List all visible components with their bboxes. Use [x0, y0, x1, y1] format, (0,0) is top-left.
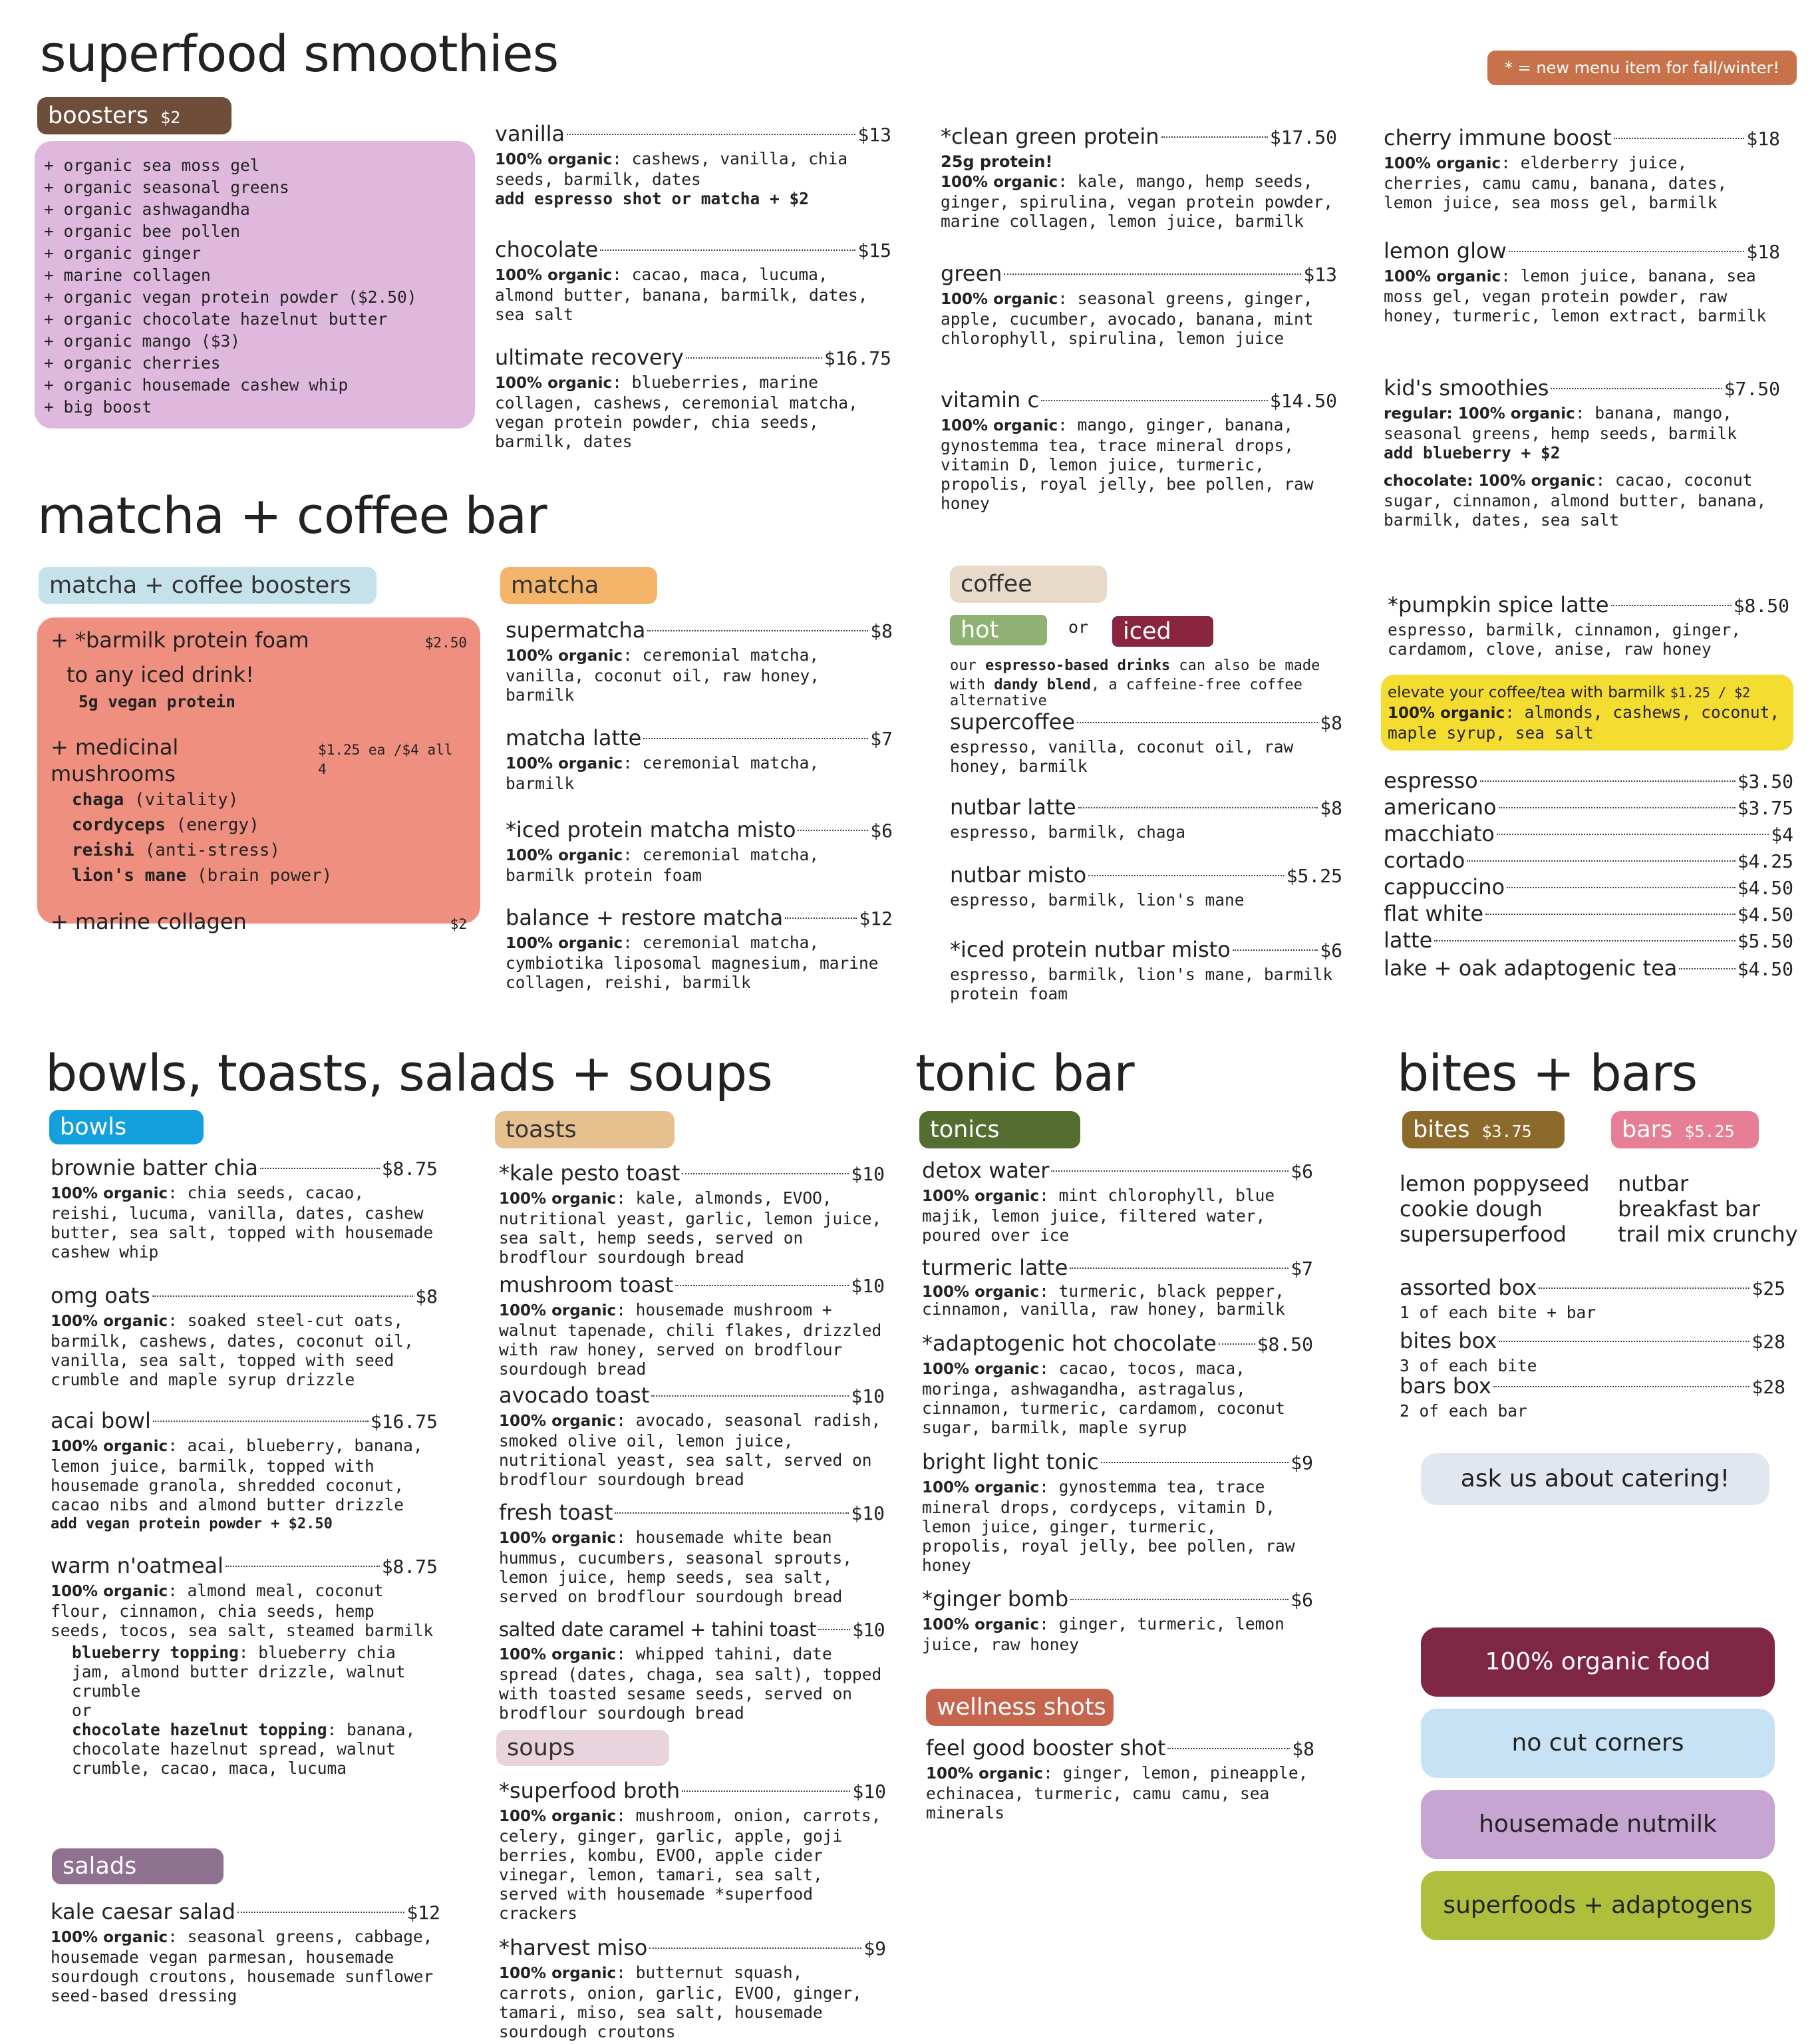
item-name: *kale pesto toast — [499, 1160, 681, 1186]
espresso-row: espresso $3.50 — [1384, 768, 1793, 793]
organic-label: 100% organic — [506, 847, 623, 864]
booster-item: + organic housemade cashew whip — [44, 375, 349, 395]
menu-item-green — [941, 259, 1337, 348]
boosters-label: boosters — [48, 102, 149, 129]
organic-label: 100% organic — [51, 1583, 168, 1600]
organic-label: 100% organic — [1388, 705, 1505, 722]
barmilk-price: $1.25 / $2 — [1670, 685, 1751, 701]
menu-item-supermatcha — [506, 616, 893, 705]
tonics-pill: tonics — [919, 1111, 1080, 1148]
wellness-shots-pill: wellness shots — [926, 1689, 1114, 1726]
item-price: $8 — [415, 1285, 438, 1307]
barmilk-title: elevate your coffee/tea with barmilk — [1388, 684, 1666, 701]
item-price: $13 — [1303, 263, 1337, 285]
booster-item: + organic ashwagandha — [44, 200, 250, 219]
booster-item: + organic sea moss gel — [44, 156, 260, 175]
organic-label: 100% organic — [922, 1479, 1040, 1496]
smoothies-title: superfood smoothies — [40, 24, 559, 83]
item-desc: : butternut squash, carrots, onion, garlic, EVOO, ginger, tamari, miso, sea salt, housemade sourdough croutons — [499, 1963, 862, 2041]
coffee-boosters-pill: matcha + coffee boosters — [39, 567, 377, 604]
item-name: vanilla — [495, 121, 565, 146]
item-desc: espresso, barmilk, cinnamon, ginger, cardamom, clove, anise, raw honey — [1388, 620, 1742, 659]
booster-item: + organic chocolate hazelnut butter — [44, 309, 388, 329]
dandy-blend-note: our espresso-based drinks can also be made with dandy blend, a caffeine-free coffee alternative — [950, 657, 1320, 709]
bars-pill — [1611, 1111, 1759, 1148]
item-desc: : cacao, coconut sugar, cinnamon, almond butter, banana, barmilk, dates, sea salt — [1384, 470, 1767, 530]
menu-item-fresh-toast — [499, 1498, 885, 1606]
item-name: matcha latte — [506, 725, 642, 751]
regular-label: regular: 100% organic — [1384, 405, 1575, 423]
topping-desc: : blueberry chia jam, almond butter drizzle, walnut crumble — [72, 1643, 406, 1701]
barmilk-box — [1381, 675, 1793, 751]
menu-item-warm-noatmeal — [51, 1552, 438, 1778]
item-name: detox water — [922, 1158, 1050, 1183]
item-desc: : seasonal greens, ginger, apple, cucumber, avocado, banana, mint chlorophyll, spirulina, lemon juice — [941, 289, 1314, 348]
espresso-row: latte $5.50 — [1384, 928, 1793, 953]
item-desc: espresso, barmilk, lion's mane — [950, 890, 1245, 910]
item-name: *clean green protein — [941, 124, 1159, 149]
item-name: *superfood broth — [499, 1778, 681, 1803]
item-name: warm n'oatmeal — [51, 1553, 224, 1578]
item-desc: : banana, mango, seasonal greens, hemp seeds, barmilk — [1384, 403, 1738, 443]
collagen-booster: + marine collagen — [51, 909, 247, 934]
organic-label: 100% organic — [922, 1188, 1040, 1205]
menu-item-brownie-batter-chia — [51, 1154, 438, 1262]
item-name: supermatcha — [506, 617, 646, 643]
item-name: balance + restore matcha — [506, 905, 784, 930]
item-price: $10 — [851, 1275, 885, 1297]
menu-item-salted-date-caramel-toast — [499, 1616, 885, 1723]
item-desc: : gynostemma tea, trace mineral drops, cordyceps, vitamin D, lemon juice, ginger, turmeric, propolis, royal jelly, bee pollen, raw honey — [922, 1477, 1295, 1575]
item-price: $8 — [1320, 797, 1342, 819]
catering-button[interactable]: ask us about catering! — [1421, 1453, 1769, 1505]
soups-pill: soups — [496, 1730, 669, 1766]
item-price: $9 — [863, 1938, 886, 1959]
booster-item: + organic cherries — [44, 353, 221, 373]
menu-item-superfood-broth — [499, 1777, 886, 1923]
boosters-box — [35, 141, 475, 428]
menu-item-balance-restore-matcha — [506, 904, 893, 992]
mushroom-item: reishi (anti-stress) — [72, 840, 281, 860]
item-price: $8 — [1320, 712, 1342, 734]
booster-item: + big boost — [44, 397, 152, 417]
value-badge-superfoods: superfoods + adaptogens — [1421, 1871, 1775, 1940]
menu-item-assorted-box — [1400, 1274, 1785, 1322]
item-price: $6 — [1320, 939, 1342, 961]
item-desc: : mango, ginger, banana, gynostemma tea, trace mineral drops, vitamin D, lemon juice, turmeric, propolis, royal jelly, bee pollen, raw honey — [941, 415, 1314, 513]
item-price: $16.75 — [824, 347, 891, 369]
item-name: kid's smoothies — [1384, 375, 1549, 401]
espresso-row: lake + oak adaptogenic tea $4.50 — [1384, 955, 1793, 981]
item-desc: : elderberry juice, cherries, camu camu, banana, dates, lemon juice, sea moss gel, barmilk — [1384, 153, 1728, 212]
bites-price: $3.75 — [1481, 1122, 1532, 1141]
item-price: $10 — [851, 1163, 885, 1185]
item-name: kale caesar salad — [51, 1899, 235, 1924]
menu-item-vitamin-c — [941, 386, 1337, 513]
organic-label: 100% organic — [51, 1313, 168, 1330]
item-price: $10 — [852, 1619, 885, 1641]
item-price: $8.50 — [1733, 595, 1789, 617]
topping-desc: : banana, chocolate hazelnut spread, walnut crumble, cacao, maca, lucuma — [72, 1720, 416, 1778]
menu-item-ginger-bomb — [922, 1585, 1313, 1654]
item-desc: : chia seeds, cacao, reishi, lucuma, vanilla, dates, cashew butter, sea salt, topped with housemade cashew whip — [51, 1183, 434, 1262]
menu-item-iced-protein-matcha-misto — [506, 816, 893, 885]
organic-label: 100% organic — [941, 174, 1058, 191]
item-desc: : seasonal greens, cabbage, housemade vegan parmesan, housemade sourdough croutons, housemade sunflower seed-based dressing — [51, 1927, 434, 2005]
toasts-pill: toasts — [495, 1111, 675, 1148]
organic-label: 100% organic — [1384, 155, 1501, 172]
item-desc: : whipped tahini, date spread (dates, chaga, sea salt), topped with toasted sesame seeds, served on brodflour sourdough bread — [499, 1644, 882, 1723]
espresso-list — [1384, 768, 1793, 983]
booster-item: + organic vegan protein powder ($2.50) — [44, 287, 417, 307]
organic-label: 100% organic — [499, 1646, 617, 1663]
organic-label: 100% organic — [499, 1965, 617, 1982]
item-price: $28 — [1751, 1331, 1785, 1353]
coffee-pill: coffee — [950, 566, 1107, 603]
organic-label: 100% organic — [51, 1185, 168, 1202]
topping-name: blueberry topping — [72, 1643, 239, 1662]
booster-item: + organic mango ($3) — [44, 331, 241, 351]
item-price: $6 — [1290, 1589, 1313, 1611]
item-desc: 3 of each bite — [1400, 1356, 1537, 1375]
menu-item-bites-box — [1400, 1327, 1785, 1375]
foam-price: $2.50 — [424, 635, 467, 651]
barmilk-desc: : almonds, cashews, coconut, maple syrup, sea salt — [1388, 703, 1780, 743]
item-price: $8 — [870, 620, 893, 642]
item-desc: : lemon juice, banana, sea moss gel, vegan protein powder, raw honey, turmeric, lemon extract, barmilk — [1384, 266, 1767, 325]
item-price: $13 — [857, 124, 891, 146]
item-price: $7 — [1290, 1258, 1313, 1279]
mushroom-item: lion's mane (brain power) — [72, 866, 333, 886]
item-desc: : avocado, seasonal radish, smoked olive oil, lemon juice, nutritional yeast, sea salt, served on brodflour sourdough bread — [499, 1411, 881, 1489]
boosters-price: $2 — [160, 108, 181, 127]
menu-item-chocolate — [495, 236, 891, 324]
item-price: $5.25 — [1286, 865, 1342, 887]
item-price: $12 — [859, 908, 893, 930]
item-desc: : ceremonial matcha, vanilla, coconut oil, raw honey, barmilk — [506, 645, 820, 705]
item-name: salted date caramel + tahini toast — [499, 1618, 816, 1641]
item-price: $8.75 — [381, 1158, 438, 1180]
bars-list — [1618, 1171, 1798, 1247]
menu-item-bars-box — [1400, 1372, 1785, 1421]
menu-item-kale-pesto-toast — [499, 1159, 885, 1267]
item-name: *iced protein matcha misto — [506, 817, 796, 842]
item-name: mushroom toast — [499, 1272, 674, 1297]
menu-item-acai-bowl — [51, 1407, 438, 1534]
item-name: green — [941, 261, 1002, 286]
item-price: $28 — [1751, 1376, 1785, 1398]
item-name: brownie batter chia — [51, 1155, 258, 1180]
foam-protein: 5g vegan protein — [78, 692, 236, 711]
organic-label: 100% organic — [506, 935, 623, 952]
item-name: turmeric latte — [922, 1255, 1068, 1280]
item-price: $18 — [1746, 128, 1780, 150]
item-name: cherry immune boost — [1384, 125, 1612, 150]
booster-item: + organic bee pollen — [44, 222, 241, 241]
item-price: $9 — [1290, 1452, 1313, 1474]
organic-label: 100% organic — [941, 417, 1058, 434]
chocolate-label: chocolate: 100% organic — [1384, 472, 1596, 490]
item-desc: : cashews, vanilla, chia seeds, barmilk, dates — [495, 149, 848, 189]
item-price: $7 — [870, 728, 893, 750]
espresso-row: cortado $4.25 — [1384, 848, 1793, 873]
organic-label: 100% organic — [495, 267, 613, 284]
booster-item: + marine collagen — [44, 265, 211, 285]
item-desc: espresso, barmilk, lion's mane, barmilk protein foam — [950, 965, 1333, 1003]
menu-item-mushroom-toast — [499, 1271, 885, 1379]
organic-label: 100% organic — [499, 1808, 617, 1825]
bowls-pill: bowls — [49, 1110, 204, 1144]
menu-item-lemon-glow — [1384, 237, 1780, 325]
item-price: $17.50 — [1269, 126, 1337, 148]
item-price: $6 — [1290, 1160, 1313, 1182]
item-name: *harvest miso — [499, 1935, 648, 1960]
salads-pill: salads — [52, 1848, 224, 1884]
organic-label: 100% organic — [499, 1302, 617, 1319]
item-desc: : ceremonial matcha, cymbiotika liposomal magnesium, marine collagen, reishi, barmilk — [506, 933, 879, 992]
item-name: omg oats — [51, 1283, 150, 1308]
menu-item-kids-smoothies — [1384, 374, 1780, 530]
item-name: *iced protein nutbar misto — [950, 937, 1231, 962]
organic-label: 100% organic — [941, 291, 1058, 308]
item-desc: : ginger, turmeric, lemon juice, raw honey — [922, 1614, 1285, 1654]
item-addon: add vegan protein powder + $2.50 — [51, 1516, 333, 1532]
bowls-section-title: bowls, toasts, salads + soups — [45, 1043, 772, 1103]
item-name: ultimate recovery — [495, 345, 684, 370]
bars-price: $5.25 — [1684, 1122, 1735, 1141]
bars-label: bars — [1622, 1116, 1673, 1143]
item-desc: espresso, barmilk, chaga — [950, 822, 1186, 842]
menu-item-turmeric-latte — [922, 1254, 1313, 1318]
item-name: acai bowl — [51, 1408, 151, 1433]
item-price: $10 — [852, 1781, 886, 1802]
item-desc: : mint chlorophyll, blue majik, lemon juice, filtered water, poured over ice — [922, 1186, 1275, 1245]
menu-item-ultimate-recovery — [495, 343, 891, 451]
item-price: $25 — [1751, 1278, 1785, 1299]
item-addon: add blueberry + $2 — [1384, 443, 1561, 462]
organic-label: 100% organic — [499, 1530, 617, 1547]
menu-item-avocado-toast — [499, 1381, 885, 1489]
mushroom-booster: + medicinal mushrooms — [51, 735, 179, 786]
value-badge-nutmilk: housemade nutmilk — [1421, 1790, 1775, 1859]
bar-item: nutbar — [1618, 1171, 1689, 1196]
item-price: $14.50 — [1269, 390, 1337, 412]
organic-label: 100% organic — [51, 1438, 168, 1455]
organic-label: 100% organic — [922, 1616, 1040, 1633]
topping-name: chocolate hazelnut topping — [72, 1720, 327, 1739]
bites-list — [1400, 1171, 1590, 1247]
item-desc: : cacao, maca, lucuma, almond butter, banana, barmilk, dates, sea salt — [495, 265, 868, 324]
item-desc: espresso, vanilla, coconut oil, raw honey, barmilk — [950, 737, 1294, 776]
item-desc: : turmeric, black pepper, cinnamon, vanilla, raw honey, barmilk — [922, 1281, 1285, 1319]
item-price: $16.75 — [370, 1411, 438, 1433]
item-name: lemon glow — [1384, 238, 1507, 263]
item-name: supercoffee — [950, 709, 1075, 735]
iced-pill: iced — [1112, 616, 1213, 647]
item-price: $8 — [1292, 1738, 1314, 1760]
organic-label: 100% organic — [922, 1361, 1040, 1378]
new-item-note: * = new menu item for fall/winter! — [1487, 51, 1797, 85]
item-desc: : housemade mushroom + walnut tapenade, chili flakes, drizzled with raw honey, served on brodflour sourdough bread — [499, 1300, 882, 1379]
menu-item-pumpkin-spice-latte — [1388, 591, 1789, 659]
menu-item-omg-oats — [51, 1281, 438, 1389]
item-desc: : almond meal, coconut flour, cinnamon, chia seeds, hemp seeds, tocos, sea salt, steamed barmilk — [51, 1581, 434, 1640]
coffee-boosters-box — [37, 617, 480, 934]
item-name: chocolate — [495, 237, 599, 262]
foam-line2: to any iced drink! — [67, 662, 254, 687]
item-desc: : kale, almonds, EVOO, nutritional yeast, garlic, lemon juice, sea salt, hemp seeds, served on brodflour sourdough bread — [499, 1188, 882, 1267]
organic-label: 100% organic — [506, 647, 623, 665]
menu-item-kale-caesar-salad — [51, 1898, 440, 2005]
espresso-row: flat white $4.50 — [1384, 901, 1793, 926]
organic-label: 100% organic — [506, 755, 623, 772]
menu-item-matcha-latte — [506, 724, 893, 793]
item-price: $8.75 — [381, 1556, 438, 1578]
item-name: feel good booster shot — [926, 1735, 1166, 1761]
booster-item: + organic seasonal greens — [44, 178, 289, 197]
tonic-bar-title: tonic bar — [915, 1043, 1134, 1103]
menu-item-nutbar-misto — [950, 861, 1342, 910]
item-desc: 2 of each bar — [1400, 1401, 1527, 1421]
item-subtitle: 25g protein! — [941, 152, 1053, 171]
bar-item: breakfast bar — [1618, 1196, 1760, 1222]
item-name: *adaptogenic hot chocolate — [922, 1331, 1217, 1356]
item-price: $6 — [870, 820, 893, 842]
espresso-row: macchiato $4 — [1384, 821, 1793, 846]
item-desc: : ceremonial matcha, barmilk — [506, 753, 820, 793]
mushroom-item: chaga (vitality) — [72, 790, 239, 810]
bar-item: trail mix crunchy — [1618, 1222, 1798, 1247]
or-label: or — [1068, 617, 1089, 637]
organic-label: 100% organic — [499, 1413, 617, 1430]
item-name: fresh toast — [499, 1500, 613, 1525]
coffee-bar-title: matcha + coffee bar — [37, 486, 547, 545]
foam-booster: + *barmilk protein foam — [51, 627, 309, 653]
bites-bars-title: bites + bars — [1397, 1043, 1698, 1103]
item-name: nutbar latte — [950, 794, 1076, 820]
espresso-row: cappuccino $4.50 — [1384, 874, 1793, 900]
collagen-price: $2 — [450, 916, 467, 932]
menu-item-detox-water — [922, 1156, 1313, 1245]
espresso-row: americano $3.75 — [1384, 794, 1793, 820]
menu-item-harvest-miso — [499, 1934, 886, 2041]
item-desc: : cacao, tocos, maca, moringa, ashwagandha, astragalus, cinnamon, turmeric, cardamom, coconut sugar, barmilk, maple syrup — [922, 1359, 1285, 1437]
organic-label: 100% organic — [926, 1765, 1044, 1783]
item-name: *ginger bomb — [922, 1586, 1069, 1612]
item-name: *pumpkin spice latte — [1388, 592, 1609, 617]
item-price: $10 — [851, 1385, 885, 1407]
item-addon: add espresso shot or matcha + $2 — [495, 189, 810, 208]
item-name: assorted box — [1400, 1275, 1537, 1300]
organic-label: 100% organic — [51, 1929, 168, 1946]
item-name: bites box — [1400, 1328, 1497, 1353]
item-price: $10 — [851, 1502, 885, 1524]
item-desc: : blueberries, marine collagen, cashews, ceremonial matcha, vegan protein powder, chia seeds, barmilk, dates — [495, 373, 858, 451]
value-badge-no-cut-corners: no cut corners — [1421, 1709, 1775, 1778]
menu-item-feel-good-booster-shot — [926, 1734, 1314, 1822]
menu-item-supercoffee — [950, 708, 1342, 776]
item-name: avocado toast — [499, 1383, 650, 1408]
bites-label: bites — [1413, 1116, 1470, 1143]
item-price: $7.50 — [1724, 378, 1780, 400]
organic-label: 100% organic — [922, 1283, 1040, 1301]
mushroom-price: $1.25 ea /$4 all 4 — [318, 742, 453, 777]
item-desc: 1 of each bite + bar — [1400, 1303, 1596, 1322]
menu-item-cherry-immune-boost — [1384, 124, 1780, 212]
menu-item-nutbar-latte — [950, 793, 1342, 842]
menu-item-clean-green-protein — [941, 122, 1337, 231]
menu-item-vanilla — [495, 120, 891, 208]
item-price: $18 — [1746, 241, 1780, 263]
mushroom-item: cordyceps (energy) — [72, 815, 259, 835]
booster-item: + organic ginger — [44, 244, 202, 263]
item-name: vitamin c — [941, 387, 1040, 413]
or-label: or — [72, 1701, 92, 1720]
item-name: bright light tonic — [922, 1449, 1099, 1474]
organic-label: 100% organic — [1384, 268, 1501, 285]
organic-label: 100% organic — [499, 1190, 617, 1208]
organic-label: 100% organic — [495, 375, 613, 392]
organic-label: 100% organic — [495, 151, 613, 168]
item-desc: : acai, blueberry, banana, lemon juice, barmilk, topped with housemade granola, shredded coconut, cacao nibs and almond butter drizzle — [51, 1436, 423, 1514]
item-price: $15 — [857, 240, 891, 261]
item-desc: : ceremonial matcha, barmilk protein foam — [506, 845, 820, 885]
menu-item-bright-light-tonic — [922, 1448, 1313, 1575]
menu-item-iced-protein-nutbar-misto — [950, 936, 1342, 1003]
item-name: bars box — [1400, 1373, 1491, 1399]
bite-item: cookie dough — [1400, 1196, 1543, 1222]
item-desc: : housemade white bean hummus, cucumbers, seasonal sprouts, lemon juice, hemp seeds, sea salt, served on brodflour sourdough bread — [499, 1528, 853, 1606]
item-desc: : ginger, lemon, pineapple, echinacea, turmeric, camu camu, sea minerals — [926, 1763, 1308, 1822]
bite-item: supersuperfood — [1400, 1222, 1567, 1247]
menu-item-adaptogenic-hot-chocolate — [922, 1329, 1313, 1437]
item-desc: : kale, mango, hemp seeds, ginger, spirulina, vegan protein powder, marine collagen, lemon juice, barmilk — [941, 172, 1334, 231]
value-badge-organic: 100% organic food — [1421, 1627, 1775, 1697]
item-price: $12 — [406, 1902, 440, 1924]
bites-pill — [1402, 1111, 1565, 1148]
bite-item: lemon poppyseed — [1400, 1171, 1590, 1196]
matcha-pill: matcha — [500, 567, 657, 604]
item-price: $8.50 — [1257, 1333, 1313, 1355]
boosters-pill — [37, 97, 231, 134]
item-name: nutbar misto — [950, 862, 1087, 888]
item-desc: : mushroom, onion, carrots, celery, ginger, garlic, apple, goji berries, kombu, EVOO, apple cider vinegar, lemon, tamari, sea salt, served with housemade *superfood crackers — [499, 1806, 881, 1923]
item-desc: : soaked steel-cut oats, barmilk, cashews, dates, coconut oil, vanilla, sea salt, topped with seed crumble and maple syrup drizzle — [51, 1311, 414, 1389]
hot-pill: hot — [950, 615, 1047, 645]
